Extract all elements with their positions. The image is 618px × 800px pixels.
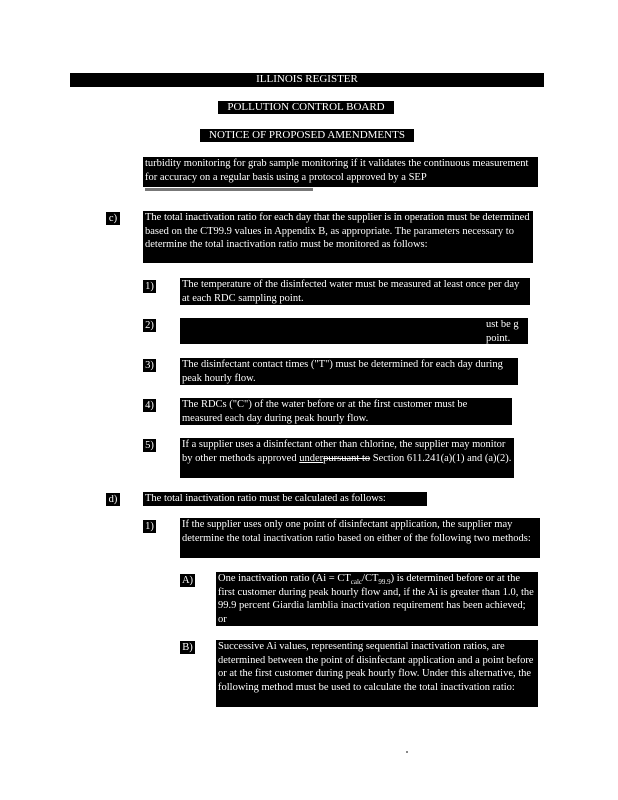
item-c4-text: The RDCs ("C") of the water before or at the first customer must be measured each day during peak hourly flow. (180, 398, 512, 425)
item-c3-text: The disinfectant contact times ("T") must be determined for each day during peak hourly flow. (180, 358, 518, 385)
intro-faint-line (145, 188, 313, 191)
item-c1-text: The temperature of the disinfected water must be measured at least once per day at each RDC sampling point. (180, 278, 530, 305)
item-d1A-label: A) (181, 575, 194, 586)
item-d1-label: 1) (143, 520, 156, 533)
item-c4-label: 4) (143, 399, 156, 412)
item-d1B-label: B) (180, 641, 195, 654)
section-d-text: The total inactivation ratio must be calculated as follows: (143, 492, 427, 506)
register-title: ILLINOIS REGISTER (256, 73, 358, 85)
item-c5-text: If a supplier uses a disinfectant other than chlorine, the supplier may monitor by other methods approved underpursuant to Section 611.241(a)(1) and (a)(2). (180, 438, 514, 478)
section-d-label: d) (106, 493, 120, 506)
section-c-label: c) (106, 212, 120, 225)
item-d1B-text: Successive Ai values, representing sequential inactivation ratios, are determined between the point of disinfectant application and a point before or at the first customer during peak hourly flow. Under this alternative, the following method must be used to calculate the total inactivation ratio: (216, 640, 538, 707)
inserted-text: under (299, 452, 324, 464)
deleted-text: pursuant to (323, 452, 371, 464)
item-c3-label: 3) (143, 359, 156, 372)
board-title: POLLUTION CONTROL BOARD (218, 101, 394, 114)
item-d1-text: If the supplier uses only one point of disinfectant application, the supplier may determine the total inactivation ratio based on either of the following two methods: (180, 518, 540, 558)
item-c1-label: 1) (143, 280, 156, 293)
item-c2-label: 2) (143, 319, 156, 332)
page-speck (406, 751, 408, 753)
item-c2-text: ust be g point. (180, 318, 528, 344)
notice-title: NOTICE OF PROPOSED AMENDMENTS (200, 129, 414, 142)
register-title-bar (70, 73, 544, 87)
section-c-text: The total inactivation ratio for each day that the supplier is in operation must be determined based on the CT99.9 values in Appendix B, as appropriate. The parameters necessary to determine the total inactivation ratio must be monitored as follows: (143, 211, 533, 263)
item-d1A-text: One inactivation ratio $(Ai = CT_{calc}/CT_{99.9})$ is determined before or at the first customer during peak hourly flow and, if the Ai is greater than 1.0, the 99.9 percent Giardia lamblia inactivation requirement has been achieved; or (216, 572, 538, 626)
item-c5-label: 5) (143, 439, 156, 452)
intro-paragraph: turbidity monitoring for grab sample monitoring if it validates the continuous measurement for accuracy on a regular basis using a protocol approved by a SEP (143, 157, 538, 187)
